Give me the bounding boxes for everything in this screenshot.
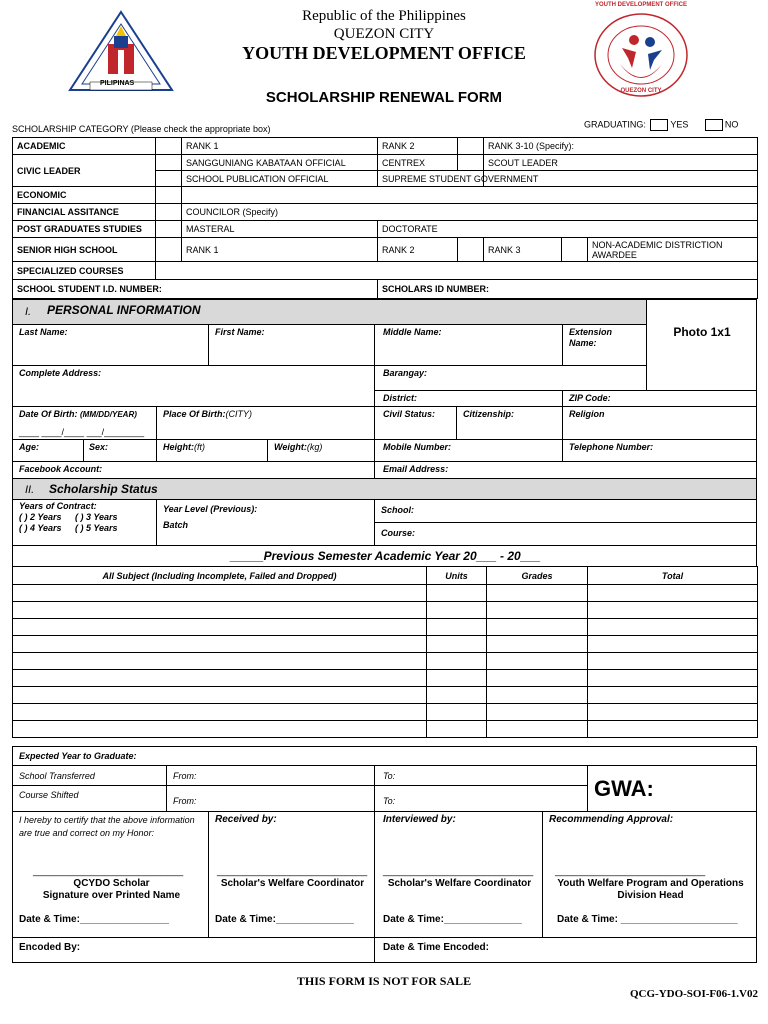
years-contract-label: Years of Contract: bbox=[19, 501, 97, 511]
checkbox-economic[interactable] bbox=[156, 187, 182, 204]
scholar-sig-line: ___________________________ bbox=[33, 866, 184, 877]
grade-cell-units[interactable] bbox=[427, 636, 487, 653]
grade-cell-grades[interactable] bbox=[487, 721, 588, 738]
course-shifted-label: Course Shifted bbox=[19, 790, 79, 800]
pob-field[interactable] bbox=[156, 406, 375, 440]
grade-cell-total[interactable] bbox=[588, 721, 758, 738]
cs-from-field[interactable] bbox=[166, 785, 375, 812]
status-section-num: II. bbox=[25, 484, 35, 496]
expected-grad-field[interactable] bbox=[12, 746, 757, 766]
interviewed-by-box[interactable] bbox=[374, 811, 543, 938]
school-transferred-cell bbox=[12, 765, 167, 786]
scholar-signature-box[interactable] bbox=[12, 811, 209, 938]
email-label: Email Address: bbox=[383, 464, 449, 474]
pob-text: Place Of Birth: bbox=[163, 409, 226, 419]
citizenship-field[interactable] bbox=[456, 406, 563, 440]
grade-cell-units[interactable] bbox=[427, 653, 487, 670]
dob-field[interactable] bbox=[12, 406, 157, 440]
form-code: QCG-YDO-SOI-F06-1.V02 bbox=[629, 988, 758, 1000]
cat-shs-rank1: RANK 1 bbox=[182, 238, 378, 262]
telephone-field[interactable] bbox=[562, 439, 757, 462]
category-instruction: SCHOLARSHIP CATEGORY (Please check the appropriate box) bbox=[12, 124, 271, 134]
scholar-sig-title: QCYDO Scholar bbox=[73, 878, 150, 889]
age-field[interactable] bbox=[12, 439, 84, 462]
table-row bbox=[13, 721, 758, 738]
cs-from-label: From: bbox=[173, 796, 197, 806]
header-republic: Republic of the Philippines bbox=[302, 8, 466, 24]
encoded-by-field[interactable] bbox=[12, 937, 375, 963]
grade-cell-units[interactable] bbox=[427, 704, 487, 721]
personal-section-title: PERSONAL INFORMATION bbox=[47, 303, 201, 317]
gwa-label: GWA: bbox=[594, 776, 654, 801]
batch-label: Batch bbox=[163, 520, 189, 530]
grade-cell-grades[interactable] bbox=[487, 653, 588, 670]
cat-rank310: RANK 3-10 (Specify): bbox=[484, 138, 758, 155]
cat-councilor: COUNCILOR (Specify) bbox=[182, 204, 758, 221]
cat-shs-rank2: RANK 2 bbox=[378, 238, 458, 262]
telephone-label: Telephone Number: bbox=[569, 442, 654, 452]
received-by-box[interactable] bbox=[208, 811, 375, 938]
weight-label bbox=[274, 442, 322, 452]
email-field[interactable] bbox=[374, 461, 757, 479]
graduating-no-label: NO bbox=[724, 119, 739, 130]
grade-cell-grades[interactable] bbox=[487, 585, 588, 602]
received-sig-line: ___________________________ bbox=[217, 866, 368, 877]
interviewed-date-time: Date & Time:______________ bbox=[383, 914, 522, 925]
cat-school-pub: SCHOOL PUBLICATION OFFICIAL bbox=[182, 171, 378, 187]
grade-cell-total[interactable] bbox=[588, 636, 758, 653]
table-row bbox=[13, 653, 758, 670]
height-text: Height: bbox=[163, 442, 194, 452]
district-field[interactable] bbox=[374, 390, 563, 407]
years-5-option[interactable]: ( ) 5 Years bbox=[75, 523, 118, 533]
date-encoded-field[interactable] bbox=[374, 937, 757, 963]
religion-label: Religion bbox=[569, 409, 605, 419]
header-office: YOUTH DEVELOPMENT OFFICE bbox=[242, 43, 526, 63]
cat-centrex: CENTREX bbox=[378, 155, 458, 171]
cat-rank1: RANK 1 bbox=[182, 138, 378, 155]
grade-cell-total[interactable] bbox=[588, 687, 758, 704]
cat-sk-official: SANGGUNIANG KABATAAN OFFICIAL bbox=[182, 155, 378, 171]
recommending-sig-title: Youth Welfare Program and Operations bbox=[557, 878, 744, 889]
personal-section-num: I. bbox=[25, 306, 32, 318]
cat-masteral: MASTERAL bbox=[182, 221, 378, 238]
zip-field[interactable] bbox=[562, 390, 757, 407]
cat-specialized: SPECIALIZED COURSES bbox=[13, 262, 156, 280]
height-label bbox=[163, 442, 205, 452]
dob-blank: ____ ____/____ ___/________ bbox=[19, 427, 145, 437]
checkbox-shs-rank2[interactable] bbox=[458, 238, 484, 262]
cat-economic: ECONOMIC bbox=[13, 187, 156, 204]
seal-right-bottom: QUEZON CITY bbox=[620, 88, 662, 94]
grade-cell-units[interactable] bbox=[427, 687, 487, 704]
interviewed-sig-line: ___________________________ bbox=[383, 866, 534, 877]
academic-year-heading-row bbox=[12, 545, 757, 567]
interviewed-by-label: Interviewed by: bbox=[383, 814, 456, 825]
category-table bbox=[12, 137, 758, 299]
year-level-field[interactable] bbox=[156, 499, 375, 546]
checkbox-school-pub[interactable] bbox=[156, 171, 182, 187]
pob-label bbox=[163, 409, 252, 419]
weight-field[interactable] bbox=[267, 439, 375, 462]
checkbox-rank1[interactable] bbox=[156, 138, 182, 155]
first-name-field[interactable] bbox=[208, 324, 375, 366]
course-field[interactable] bbox=[374, 522, 757, 546]
religion-field[interactable] bbox=[562, 406, 757, 440]
form-title: SCHOLARSHIP RENEWAL FORM bbox=[265, 89, 503, 106]
table-row bbox=[13, 704, 758, 721]
certify-text: I hereby to certify that the above information are true and correct on my Honor: bbox=[19, 815, 195, 838]
photo-label: Photo 1x1 bbox=[673, 325, 731, 339]
grade-cell-subject[interactable] bbox=[13, 687, 427, 704]
facebook-field[interactable] bbox=[12, 461, 375, 479]
graduating-label bbox=[584, 119, 738, 131]
extension-name-label: Extension Name: bbox=[569, 327, 613, 348]
table-row bbox=[13, 636, 758, 653]
recommending-sig-line: ___________________________ bbox=[555, 866, 706, 877]
personal-info-bar bbox=[12, 299, 647, 325]
date-encoded-label: Date & Time Encoded: bbox=[383, 942, 489, 953]
cat-shs-rank3: RANK 3 bbox=[484, 238, 562, 262]
cat-academic: ACADEMIC bbox=[13, 138, 156, 155]
received-by-label: Received by: bbox=[215, 814, 277, 825]
checkbox-shs-rank3[interactable] bbox=[562, 238, 588, 262]
header-city: QUEZON CITY bbox=[333, 26, 435, 42]
citizenship-label: Citizenship: bbox=[463, 409, 514, 419]
barangay-label: Barangay: bbox=[383, 368, 428, 378]
graduating-text: GRADUATING: bbox=[584, 119, 646, 130]
middle-name-field[interactable] bbox=[374, 324, 563, 366]
middle-name-label: Middle Name: bbox=[383, 327, 442, 337]
grade-cell-total[interactable] bbox=[588, 602, 758, 619]
grade-cell-units[interactable] bbox=[427, 585, 487, 602]
status-bar bbox=[12, 478, 757, 500]
extension-name-field[interactable] bbox=[562, 324, 647, 366]
facebook-label: Facebook Account: bbox=[19, 464, 103, 474]
grade-cell-subject[interactable] bbox=[13, 585, 427, 602]
last-name-label: Last Name: bbox=[19, 327, 68, 337]
checkbox-specialized[interactable] bbox=[156, 262, 758, 280]
pob-format: (CITY) bbox=[225, 409, 253, 419]
grade-cell-subject[interactable] bbox=[13, 670, 427, 687]
cat-ssg: SUPREME STUDENT GOVERNMENT bbox=[378, 171, 484, 187]
scholar-id-label[interactable]: SCHOLARS ID NUMBER: bbox=[378, 280, 758, 299]
grade-cell-grades[interactable] bbox=[487, 704, 588, 721]
received-sig-title: Scholar's Welfare Coordinator bbox=[220, 878, 365, 889]
dob-text: Date Of Birth: bbox=[19, 409, 78, 419]
received-date-time: Date & Time:______________ bbox=[215, 914, 354, 925]
grade-cell-units[interactable] bbox=[427, 670, 487, 687]
cat-shs: SENIOR HIGH SCHOOL bbox=[13, 238, 156, 262]
years-4-option[interactable]: ( ) 4 Years bbox=[19, 523, 62, 533]
st-to-label: To: bbox=[383, 771, 396, 781]
civil-status-label: Civil Status: bbox=[383, 409, 436, 419]
grade-cell-subject[interactable] bbox=[13, 602, 427, 619]
course-shifted-cell bbox=[12, 785, 167, 812]
academic-year-heading: _____Previous Semester Academic Year 20___ - 20___ bbox=[230, 549, 541, 563]
st-from-field[interactable] bbox=[166, 765, 375, 786]
ydo-seal-icon bbox=[592, 12, 690, 98]
height-unit: (ft) bbox=[194, 442, 205, 452]
cat-civic-leader: CIVIC LEADER bbox=[13, 155, 156, 187]
height-field[interactable] bbox=[156, 439, 268, 462]
student-id-label[interactable]: SCHOOL STUDENT I.D. NUMBER: bbox=[13, 280, 378, 299]
encoded-by-label: Encoded By: bbox=[19, 942, 81, 953]
grade-cell-grades[interactable] bbox=[487, 602, 588, 619]
grade-cell-units[interactable] bbox=[427, 721, 487, 738]
grade-cell-grades[interactable] bbox=[487, 687, 588, 704]
mobile-field[interactable] bbox=[374, 439, 563, 462]
checkbox-sk[interactable] bbox=[156, 155, 182, 171]
st-from-label: From: bbox=[173, 771, 197, 781]
table-row bbox=[13, 670, 758, 687]
weight-text: Weight: bbox=[274, 442, 307, 452]
grade-cell-total[interactable] bbox=[588, 585, 758, 602]
grade-cell-grades[interactable] bbox=[487, 636, 588, 653]
years-contract-field[interactable] bbox=[12, 499, 157, 546]
table-row bbox=[13, 585, 758, 602]
district-label: District: bbox=[383, 393, 418, 403]
last-name-field[interactable] bbox=[12, 324, 209, 366]
graduating-yes-label: YES bbox=[670, 119, 689, 130]
years-3-option[interactable]: ( ) 3 Years bbox=[75, 512, 118, 522]
grade-cell-total[interactable] bbox=[588, 704, 758, 721]
grade-cell-subject[interactable] bbox=[13, 636, 427, 653]
col-grades: Grades bbox=[487, 567, 588, 585]
not-for-sale: THIS FORM IS NOT FOR SALE bbox=[296, 974, 472, 988]
address-field[interactable] bbox=[12, 365, 375, 407]
grade-cell-subject[interactable] bbox=[13, 619, 427, 636]
scholar-date-time: Date & Time:________________ bbox=[19, 914, 169, 925]
school-field[interactable] bbox=[374, 499, 757, 523]
checkbox-shs-rank1[interactable] bbox=[156, 238, 182, 262]
dob-label bbox=[19, 409, 137, 419]
checkbox-masteral[interactable] bbox=[156, 221, 182, 238]
table-row bbox=[13, 687, 758, 704]
cat-non-academic: NON-ACADEMIC DISTRICTION AWARDEE bbox=[588, 238, 758, 262]
seal-right-text: YOUTH DEVELOPMENT OFFICE bbox=[594, 2, 687, 8]
recommending-date-time: Date & Time: _____________________ bbox=[557, 914, 738, 925]
grade-cell-grades[interactable] bbox=[487, 619, 588, 636]
grade-cell-total[interactable] bbox=[588, 670, 758, 687]
age-label: Age: bbox=[19, 442, 39, 452]
grade-cell-total[interactable] bbox=[588, 619, 758, 636]
cat-economic-blank bbox=[182, 187, 758, 204]
col-total: Total bbox=[588, 567, 758, 585]
checkbox-financial[interactable] bbox=[156, 204, 182, 221]
table-row bbox=[13, 619, 758, 636]
sex-field[interactable] bbox=[83, 439, 157, 462]
cat-scout-leader: SCOUT LEADER bbox=[484, 155, 758, 171]
school-label: School: bbox=[381, 505, 414, 515]
weight-unit: (kg) bbox=[306, 442, 323, 452]
cat-doctorate: DOCTORATE bbox=[378, 221, 758, 238]
course-label: Course: bbox=[381, 528, 416, 538]
grade-cell-total[interactable] bbox=[588, 653, 758, 670]
grade-cell-subject[interactable] bbox=[13, 704, 427, 721]
recommending-sig-subtitle: Division Head bbox=[617, 890, 684, 901]
grade-cell-subject[interactable] bbox=[13, 721, 427, 738]
years-2-option[interactable]: ( ) 2 Years bbox=[19, 512, 62, 522]
table-row bbox=[13, 602, 758, 619]
seal-left-bottom-text: PILIPINAS bbox=[100, 80, 135, 87]
cs-to-label: To: bbox=[383, 796, 396, 806]
first-name-label: First Name: bbox=[215, 327, 265, 337]
dob-format: (MM/DD/YEAR) bbox=[80, 410, 137, 419]
recommending-box[interactable] bbox=[542, 811, 757, 938]
col-subject: All Subject (Including Incomplete, Failed and Dropped) bbox=[13, 567, 427, 585]
grade-cell-units[interactable] bbox=[427, 619, 487, 636]
graduating-yes-checkbox[interactable] bbox=[650, 119, 668, 131]
cat-post-grad: POST GRADUATES STUDIES bbox=[13, 221, 156, 238]
gwa-field[interactable] bbox=[587, 765, 757, 812]
cat-rank2: RANK 2 bbox=[378, 138, 458, 155]
photo-box[interactable] bbox=[646, 299, 757, 391]
interviewed-sig-title: Scholar's Welfare Coordinator bbox=[387, 878, 532, 889]
address-label: Complete Address: bbox=[19, 368, 102, 378]
civil-status-field[interactable] bbox=[374, 406, 457, 440]
barangay-field[interactable] bbox=[374, 365, 647, 391]
cs-to-field[interactable] bbox=[374, 785, 588, 812]
sex-label: Sex: bbox=[89, 442, 109, 452]
year-level-label: Year Level (Previous): bbox=[163, 504, 258, 514]
zip-label: ZIP Code: bbox=[569, 393, 611, 403]
grade-cell-grades[interactable] bbox=[487, 670, 588, 687]
col-units: Units bbox=[427, 567, 487, 585]
cat-financial: FINANCIAL ASSITANCE bbox=[13, 204, 156, 221]
checkbox-centrex[interactable] bbox=[458, 155, 484, 171]
st-to-field[interactable] bbox=[374, 765, 588, 786]
graduating-no-checkbox[interactable] bbox=[705, 119, 723, 131]
recommending-label: Recommending Approval: bbox=[549, 814, 674, 825]
grade-cell-units[interactable] bbox=[427, 602, 487, 619]
checkbox-rank2[interactable] bbox=[458, 138, 484, 155]
grade-cell-subject[interactable] bbox=[13, 653, 427, 670]
expected-grad-label: Expected Year to Graduate: bbox=[19, 751, 137, 761]
school-transferred-label: School Transferred bbox=[19, 771, 95, 781]
mobile-label: Mobile Number: bbox=[383, 442, 452, 452]
scholar-sig-subtitle: Signature over Printed Name bbox=[42, 890, 181, 901]
status-section-title: Scholarship Status bbox=[49, 482, 158, 496]
grades-table bbox=[12, 566, 758, 738]
